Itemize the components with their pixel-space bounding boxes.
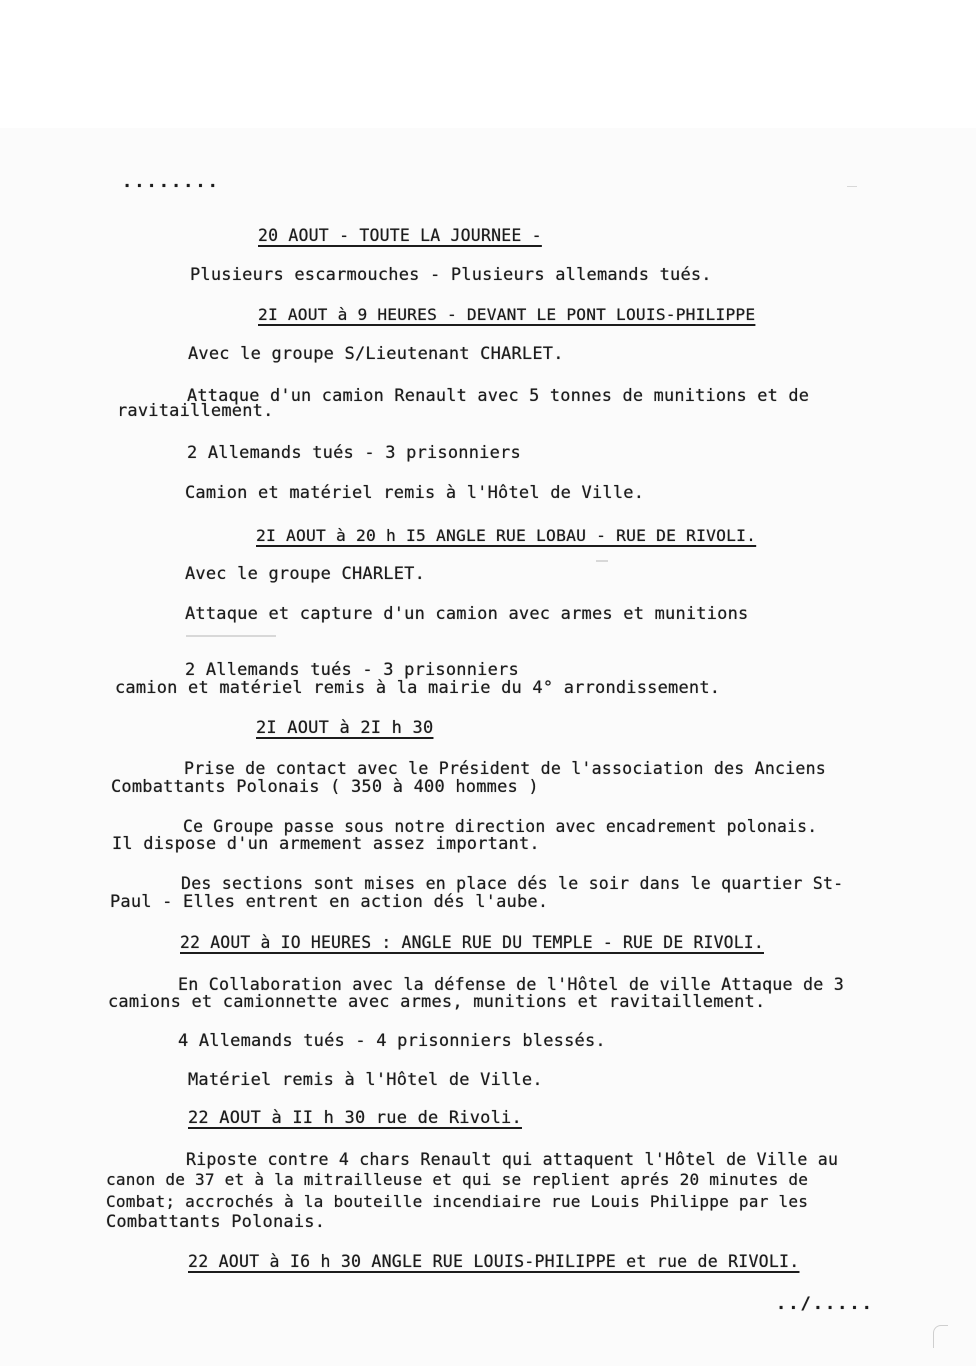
paper-speck bbox=[847, 186, 857, 187]
text-line: Camion et matériel remis à l'Hôtel de Ville. bbox=[185, 483, 645, 503]
text-line: Matériel remis à l'Hôtel de Ville. bbox=[188, 1070, 543, 1090]
text-line: canon de 37 et à la mitrailleuse et qui se replient aprés 20 minutes de bbox=[106, 1170, 809, 1189]
text-line: Combat; accrochés à la bouteille incendiaire rue Louis Philippe par les bbox=[106, 1192, 809, 1211]
heading-22-aout-10h: 22 AOUT à IO HEURES : ANGLE RUE DU TEMPLE - RUE DE RIVOLI. bbox=[180, 933, 764, 952]
text-line: Des sections sont mises en place dés le soir dans le quartier St- bbox=[181, 874, 844, 893]
paper-speck bbox=[596, 560, 608, 562]
text-line: Avec le groupe S/Lieutenant CHARLET. bbox=[188, 344, 564, 364]
text-line: Prise de contact avec le Président de l'association des Anciens bbox=[184, 759, 826, 778]
text-line: Il dispose d'un armement assez important. bbox=[112, 834, 540, 854]
smudge-mark bbox=[186, 635, 276, 637]
text-line: Attaque et capture d'un camion avec armes et munitions bbox=[185, 604, 749, 624]
text-line: camion et matériel remis à la mairie du 4° arrondissement. bbox=[115, 678, 721, 698]
text-line: ravitaillement. bbox=[117, 401, 274, 421]
text-line: 4 Allemands tués - 4 prisonniers blessés. bbox=[178, 1031, 606, 1051]
text-line: Combattants Polonais. bbox=[106, 1212, 326, 1232]
text-line: Combattants Polonais ( 350 à 400 hommes ) bbox=[111, 777, 539, 797]
heading-21-aout-21h30: 2I AOUT à 2I h 30 bbox=[256, 718, 434, 738]
page-top-margin bbox=[0, 0, 976, 128]
text-line: Paul - Elles entrent en action dés l'aube. bbox=[110, 892, 549, 912]
text-line: Ce Groupe passe sous notre direction avec encadrement polonais. bbox=[183, 817, 818, 836]
continuation-mark: ../..... bbox=[776, 1294, 874, 1314]
text-line: En Collaboration avec la défense de l'Hôtel de ville Attaque de 3 bbox=[178, 974, 845, 994]
heading-21-aout-20h15: 2I AOUT à 20 h I5 ANGLE RUE LOBAU - RUE DE RIVOLI. bbox=[256, 526, 757, 545]
heading-20-aout: 20 AOUT - TOUTE LA JOURNEE - bbox=[258, 226, 542, 245]
text-line: Avec le groupe CHARLET. bbox=[185, 564, 426, 584]
heading-22-aout-11h30: 22 AOUT à II h 30 rue de Rivoli. bbox=[188, 1108, 522, 1128]
typed-document-page bbox=[0, 128, 976, 1366]
text-line: 2 Allemands tués - 3 prisonniers bbox=[187, 443, 521, 463]
heading-22-aout-16h30: 22 AOUT à I6 h 30 ANGLE RUE LOUIS-PHILIPPE et rue de RIVOLI. bbox=[188, 1252, 800, 1271]
text-line: 2 Allemands tués - 3 prisonniers bbox=[185, 660, 519, 680]
text-line: Attaque d'un camion Renault avec 5 tonnes de munitions et de bbox=[187, 385, 810, 405]
paper-corner-mark bbox=[933, 1325, 948, 1348]
text-line: Plusieurs escarmouches - Plusieurs allemands tués. bbox=[190, 265, 712, 285]
top-dots: ........ bbox=[122, 172, 220, 192]
text-line: camions et camionnette avec armes, munitions et ravitaillement. bbox=[108, 992, 766, 1012]
text-line: Riposte contre 4 chars Renault qui attaquent l'Hôtel de Ville au bbox=[186, 1150, 839, 1169]
heading-21-aout-9h: 2I AOUT à 9 HEURES - DEVANT LE PONT LOUIS-PHILIPPE bbox=[258, 305, 756, 324]
